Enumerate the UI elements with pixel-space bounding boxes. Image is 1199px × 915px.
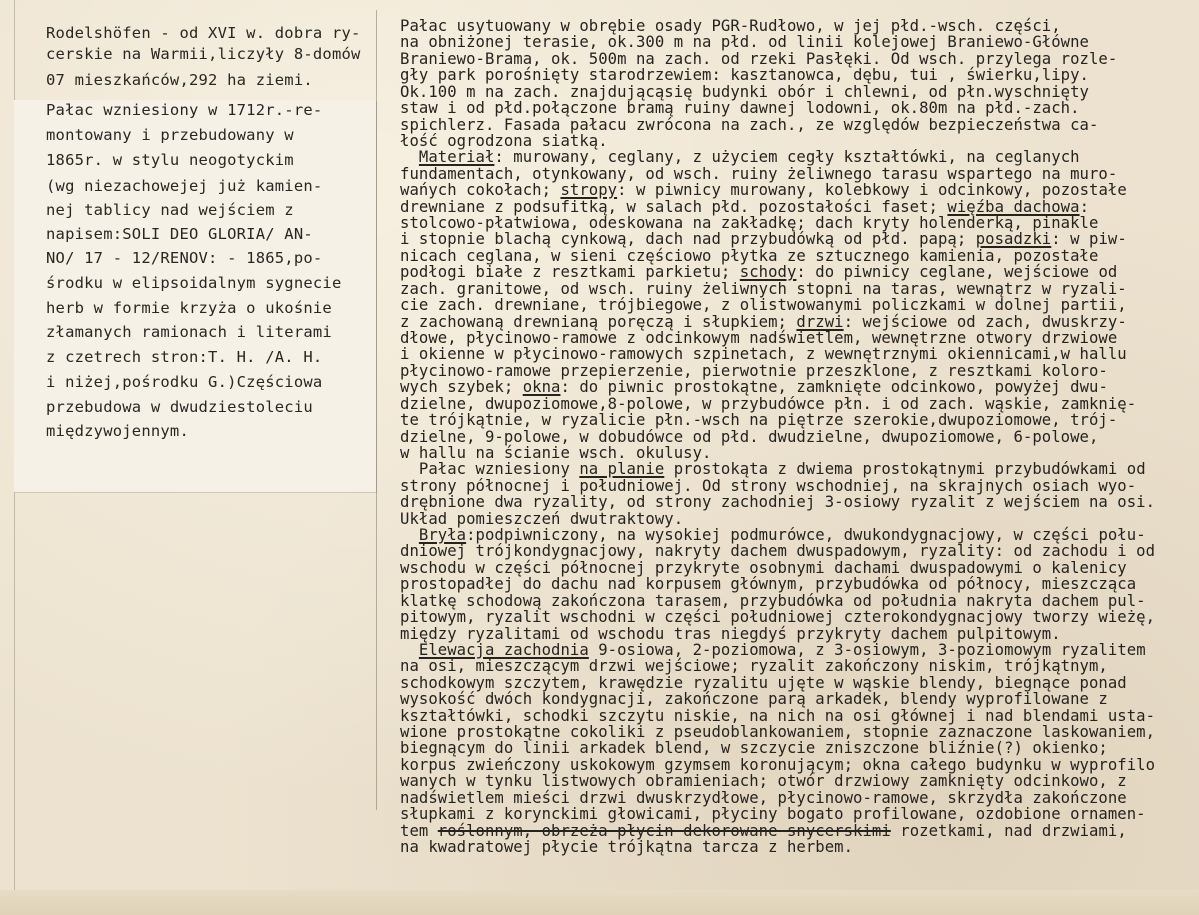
text-segment: : murowany, ceglany, z użyciem cegły kształtówki, na ceglanych bbox=[494, 148, 1080, 167]
right-text-line bbox=[400, 478, 1136, 494]
text-segment: : do piwnic prostokątne, zamknięte odcinkowo, powyżej dwu- bbox=[560, 378, 1108, 397]
text-segment: wschodu w części północnej przykryte osobnymi dachami dwuspadowymi o kalenicy bbox=[400, 558, 1127, 577]
text-segment: wione prostokątne cokoliki z pseudoblankowaniem, stopnie zaznaczone laskowaniem, bbox=[400, 723, 1156, 742]
right-text-line bbox=[400, 51, 1117, 67]
text-segment: na obniżonej terasie, ok.300 m na płd. od linii kolejowej Braniewo-Główne bbox=[400, 33, 1089, 52]
underlined-heading: posadzki bbox=[975, 230, 1052, 249]
right-text-line bbox=[400, 675, 1127, 691]
text-segment: drewniane z podsufitką, w salach płd. pozostałości faset; bbox=[400, 197, 948, 216]
text-segment: prostopadłej do dachu nad korpusem głównym, przybudówka od północy, mieszcząca bbox=[400, 575, 1137, 594]
text-segment: Braniewo-Brama, ok. 500m na zach. od rzeki Pasłęki. Od wsch. przylega rozle- bbox=[400, 49, 1118, 68]
right-text-line bbox=[400, 806, 1146, 822]
left-text-line: 07 mieszkańców,292 ha ziemi. bbox=[46, 71, 313, 89]
left-text-line: Rodelshöfen - od XVI w. dobra ry- bbox=[46, 24, 361, 42]
left-text-line: międzywojennym. bbox=[46, 422, 189, 440]
text-segment: słupkami z korynckimi głowicami, płyciny bogato profilowane, ozdobione ornamen- bbox=[400, 805, 1146, 824]
text-segment: gły park porośnięty starodrzewiem: kasztanowca, dębu, tui , świerku,lipy. bbox=[400, 66, 1089, 85]
text-segment: Układ pomieszczeń dwutraktowy. bbox=[400, 509, 684, 528]
right-text-line bbox=[400, 231, 1127, 247]
left-text-line: NO/ 17 - 12/RENOV: - 1865,po- bbox=[46, 249, 323, 267]
text-segment: nadświetlem mieści drzwi dwuskrzydłowe, płycinowo-ramowe, skrzydła zakończone bbox=[400, 788, 1127, 807]
left-text-line: środku w elipsoidalnym sygnecie bbox=[46, 274, 342, 292]
right-text-line bbox=[400, 133, 608, 149]
right-text-line bbox=[400, 346, 1127, 362]
left-text-line: (wg niezachowejej już kamien- bbox=[46, 177, 323, 195]
underlined-heading: schody bbox=[739, 263, 797, 282]
text-segment: prostokąta z dwiema prostokątnymi przybudówkami od bbox=[664, 460, 1146, 479]
right-text-line bbox=[400, 691, 1108, 707]
text-segment: schodkowym szczytem, krawędzie ryzalitu ujęte w wąskie blendy, biegnące ponad bbox=[400, 673, 1127, 692]
text-segment: dzielne, dwupoziomowe,8-polowe, w przybudówce płn. i od zach. wąskie, zamknię- bbox=[400, 394, 1137, 413]
text-segment: w hallu na ścianie wsch. okulusy. bbox=[400, 443, 712, 462]
left-text-line: z czetrech stron:T. H. /A. H. bbox=[46, 348, 323, 366]
right-text-line bbox=[400, 396, 1136, 412]
right-text-line bbox=[400, 724, 1155, 740]
underlined-heading: okna bbox=[522, 378, 561, 397]
text-segment bbox=[400, 148, 419, 166]
left-text-line: napisem:SOLI DEO GLORIA/ AN- bbox=[46, 225, 313, 243]
text-segment: dniowej trójkondygnacjowy, nakryty dachem dwuspadowym, ryzality: od zachodu i od bbox=[400, 542, 1156, 561]
text-segment: Pałac wzniesiony bbox=[400, 460, 580, 479]
right-text-line bbox=[400, 790, 1127, 806]
right-text-line bbox=[400, 264, 1117, 280]
right-text-line bbox=[400, 823, 1127, 839]
text-segment: zach. granitowe, od wsch. ruiny żeliwnych stopni na taras, wewnątrz w ryzali- bbox=[400, 279, 1127, 298]
right-text-line bbox=[400, 658, 1108, 674]
underlined-heading: drzwi bbox=[796, 312, 844, 331]
right-text-line bbox=[400, 527, 1146, 543]
right-text-line bbox=[400, 199, 1089, 215]
right-text-line bbox=[400, 593, 1146, 609]
right-text-line bbox=[400, 379, 1108, 395]
underlined-heading: więźba dachowa bbox=[947, 197, 1080, 216]
text-segment: podłogi białe z resztkami parkietu; bbox=[400, 263, 740, 282]
text-segment: :podpiwniczony, na wysokiej podmurówce, dwukondygnacjowy, w części połu- bbox=[466, 526, 1146, 545]
text-segment: rozetkami, nad drzwiami, bbox=[890, 821, 1127, 840]
left-text-line: nej tablicy nad wejściem z bbox=[46, 201, 294, 219]
text-segment: na kwadratowej płycie trójkątna tarcza z herbem. bbox=[400, 838, 854, 856]
text-segment: płycinowo-ramowe przepierzenie, pierwotnie przeszklone, z resztkami koloro- bbox=[400, 361, 1108, 380]
left-text-line: i niżej,pośrodku G.)Częściowa bbox=[46, 373, 323, 391]
text-segment: łość ogrodzona siatką. bbox=[400, 131, 608, 150]
right-text-line bbox=[400, 708, 1155, 724]
right-text-line bbox=[400, 100, 1080, 116]
column-divider bbox=[376, 10, 377, 810]
text-segment: drębnione dwa ryzality, od strony zachodniej 3-osiowy ryzalit z wejściem na osi. bbox=[400, 493, 1156, 512]
text-segment: korpus zwieńczony uskokowym gzymsem koronującym; okna całego budynku w wyprofilo bbox=[400, 755, 1156, 774]
right-text-line bbox=[400, 182, 1127, 198]
text-segment: wańych cokołach; bbox=[400, 181, 561, 200]
text-segment: : w piw- bbox=[1051, 230, 1127, 249]
text-segment: staw i od płd.połączone bramą ruiny dawnej lodowni, ok.80m na płd.-zach. bbox=[400, 99, 1080, 118]
left-text-line: 1865r. w stylu neogotyckim bbox=[46, 151, 294, 169]
text-segment: : bbox=[1079, 197, 1090, 216]
text-segment: nicach ceglana, w sieni częściowo płytka ze sztucznego kamienia, pozostałe bbox=[400, 246, 1099, 265]
text-segment: biegnącym do linii arkadek blend, w szczycie zniszczone bliźnie(?) okienko; bbox=[400, 739, 1108, 758]
right-text-line bbox=[400, 330, 1117, 346]
right-text-line bbox=[400, 445, 711, 461]
right-text-line bbox=[400, 560, 1127, 576]
text-segment: między ryzalitami od wschodu tras niegdyś przykryty dachem pulpitowym. bbox=[400, 624, 1061, 643]
text-segment: wych szybek; bbox=[400, 378, 523, 397]
text-segment: cie zach. drewniane, trójbiegowe, z olistwowanymi policzkami w dolnej partii, bbox=[400, 296, 1127, 315]
right-text-line bbox=[400, 297, 1127, 313]
right-text-line bbox=[400, 839, 853, 855]
text-segment: fundamentach, otynkowany, od wsch. ruiny żeliwnego tarasu wspartego na muro- bbox=[400, 164, 1118, 183]
text-segment: dłowe, płycinowo-ramowe z odcinkowym nadświetlem, wewnętrzne otwory drzwiowe bbox=[400, 328, 1118, 347]
text-segment: te trójkątnie, w ryzalicie płn.-wsch na piętrze szerokie,dwupoziomowe, trój- bbox=[400, 411, 1118, 430]
text-segment: 9-osiowa, 2-poziomowa, z 3-osiowym, 3-poziomowym ryzalitem bbox=[588, 640, 1146, 659]
text-segment: wanych w tynku listwowych obramieniach; otwór drzwiowy zamknięty odcinkowo, z bbox=[400, 772, 1127, 791]
left-text-line: montowany i przebudowany w bbox=[46, 126, 294, 144]
underlined-heading: stropy bbox=[560, 181, 618, 200]
text-segment: i stopnie blachą cynkową, dach nad przybudówką od płd. papą; bbox=[400, 230, 976, 249]
left-text-line: przebudowa w dwudziestoleciu bbox=[46, 398, 313, 416]
left-text-line: cerskie na Warmii,liczyły 8-domów bbox=[46, 45, 361, 63]
text-segment: pitowym, ryzalit wschodni w części południowej czterokondygnacjowy tworzy wieżę, bbox=[400, 608, 1156, 627]
text-segment: spichlerz. Fasada pałacu zwrócona na zach., ze względów bezpieczeństwa ca- bbox=[400, 115, 1099, 134]
text-segment: na osi, mieszczącym drzwi wejściowe; ryzalit zakończony niskim, trójkątnym, bbox=[400, 657, 1108, 676]
right-text-line bbox=[400, 34, 1089, 50]
right-text-line bbox=[400, 773, 1127, 789]
right-text-line bbox=[400, 149, 1080, 165]
text-segment: Pałac usytuowany w obrębie osady PGR-Rudłowo, w jej płd.-wsch. części, bbox=[400, 17, 1061, 35]
right-text-line bbox=[400, 18, 1061, 34]
underlined-heading: na planie bbox=[579, 460, 665, 479]
right-text-line bbox=[400, 67, 1089, 83]
underlined-heading: Bryła bbox=[418, 526, 467, 545]
right-text-line bbox=[400, 757, 1155, 773]
right-text-line bbox=[400, 429, 1098, 445]
text-segment: wysokość dwóch kondygnacji, zakończone parą arkadek, blendy wyprofilowane z bbox=[400, 690, 1108, 709]
right-text-line bbox=[400, 281, 1127, 297]
text-segment: klatkę schodową zakończona tarasem, przybudówka od południa nakryta dachem pul- bbox=[400, 591, 1146, 610]
struck-through-text: roślonnym, obrzeża płycin dekorowane snycerskimi bbox=[437, 821, 891, 840]
right-text-line bbox=[400, 642, 1146, 658]
text-segment: stolcowo-płatwiowa, odeskowana na zakładkę; dach kryty holenderką, pinakle bbox=[400, 214, 1099, 233]
text-segment: : wejściowe od zach, dwuskrzy- bbox=[843, 312, 1127, 331]
text-segment: z zachowaną drewnianą poręczą i słupkiem; bbox=[400, 312, 797, 331]
text-segment: kształtówki, schodki szczytu niskie, na nich na osi głównej i nad blendami usta- bbox=[400, 706, 1156, 725]
right-text-line bbox=[400, 461, 1146, 477]
left-text-line: złamanych ramionach i literami bbox=[46, 323, 332, 341]
right-text-line bbox=[400, 543, 1155, 559]
right-text-line bbox=[400, 84, 1089, 100]
left-text-line: Pałac wzniesiony w 1712r.-re- bbox=[46, 101, 323, 119]
text-segment: i okienne w płycinowo-ramowych szpinetach, z wewnętrznymi okiennicami,w hallu bbox=[400, 345, 1127, 364]
right-text-line bbox=[400, 215, 1098, 231]
left-text-line: herb w formie krzyża o ukośnie bbox=[46, 299, 332, 317]
right-text-line bbox=[400, 740, 1108, 756]
bottom-paper-strip bbox=[0, 890, 1199, 915]
right-text-line bbox=[400, 363, 1108, 379]
right-text-line bbox=[400, 314, 1127, 330]
right-text-line bbox=[400, 576, 1136, 592]
text-segment: Ok.100 m na zach. znajdującąsię budynki obór i chlewni, od płn.wyschnięty bbox=[400, 82, 1089, 101]
text-segment: tem bbox=[400, 821, 438, 840]
right-text-line bbox=[400, 609, 1155, 625]
right-text-line bbox=[400, 412, 1117, 428]
text-segment bbox=[400, 641, 419, 659]
right-text-line bbox=[400, 494, 1155, 510]
right-text-line bbox=[400, 248, 1098, 264]
right-text-line bbox=[400, 626, 1061, 642]
text-segment: strony północnej i południowej. Od strony wschodniej, na skrajnych osiach wyo- bbox=[400, 476, 1137, 495]
right-text-line bbox=[400, 511, 683, 527]
text-segment: dzielne, 9-polowe, w dobudówce od płd. dwudzielne, dwupoziomowe, 6-polowe, bbox=[400, 427, 1099, 446]
text-segment: : w piwnicy murowany, kolebkowy i odcinkowy, pozostałe bbox=[617, 181, 1127, 200]
right-text-line bbox=[400, 117, 1098, 133]
text-segment: : do piwnicy ceglane, wejściowe od bbox=[796, 263, 1118, 282]
underlined-heading: Materiał bbox=[418, 148, 495, 167]
right-text-line bbox=[400, 166, 1117, 182]
text-segment bbox=[400, 526, 419, 544]
underlined-heading: Elewacja zachodnia bbox=[418, 640, 589, 659]
